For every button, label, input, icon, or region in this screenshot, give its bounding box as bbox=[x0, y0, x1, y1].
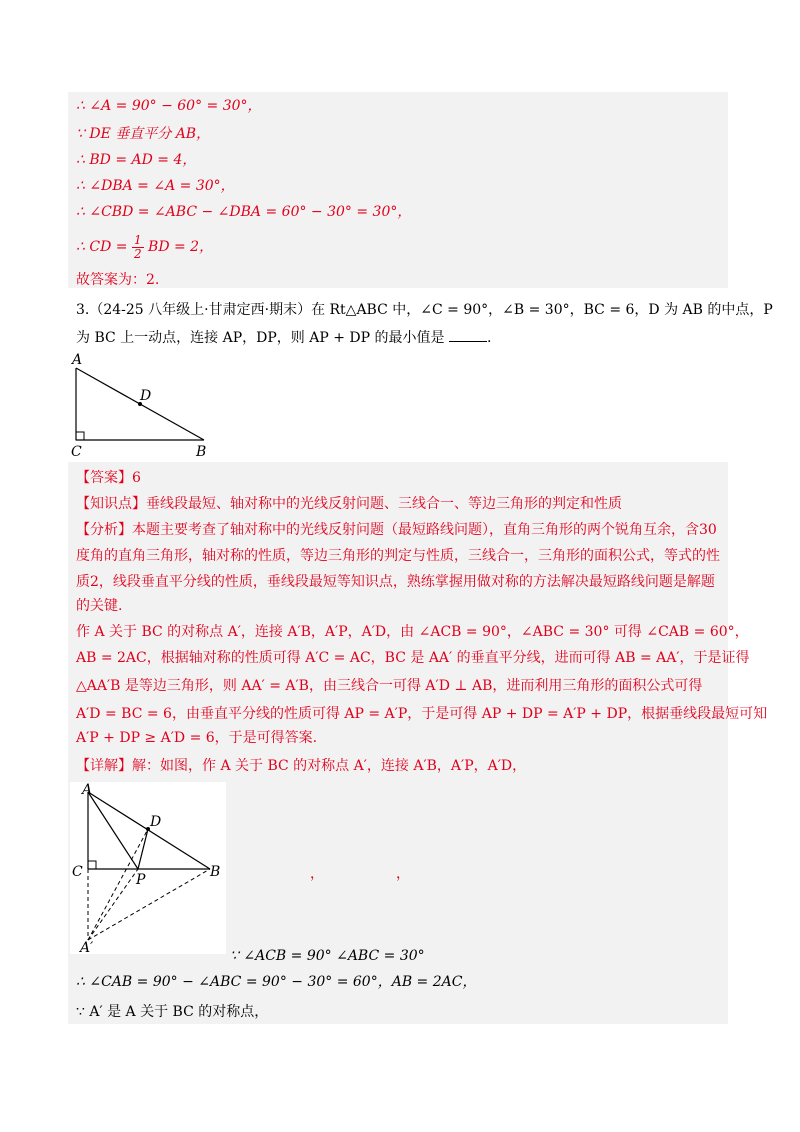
analysis-line-1: 【分析】本题主要考查了轴对称中的光线反射问题（最短路线问题），直角三角形的两个锐角互余，含30 bbox=[76, 522, 717, 538]
analysis-line-2: 度角的直角三角形，轴对称的性质，等边三角形的判定与性质，三线合一，三角形的面积公式，等式的性 bbox=[76, 548, 720, 564]
step6-prefix: ∴ CD = bbox=[76, 239, 132, 255]
analysis-line-5: 作 A 关于 BC 的对称点 A′，连接 A′B，A′P，A′D，由 ∠ACB = 90°，∠ABC = 30° 可得 ∠CAB = 60°， bbox=[76, 624, 749, 640]
because-line: ∵ ∠ACB = 90° ∠ABC = 30° bbox=[230, 948, 425, 964]
detail-line: 【详解】解：如图，作 A 关于 BC 的对称点 A′，连接 A′B，A′P，A′D， bbox=[76, 758, 527, 774]
problem-3-line-2-text: 为 BC 上一动点，连接 AP，DP，则 AP + DP 的最小值是 bbox=[76, 330, 445, 346]
label-B2: B bbox=[210, 864, 221, 880]
label-A: A bbox=[72, 352, 83, 368]
label-D2: D bbox=[150, 814, 162, 830]
analysis-line-9: A′P + DP ≥ A′D = 6，于是可得答案. bbox=[76, 730, 318, 746]
analysis-line-4: 的关键. bbox=[76, 598, 123, 614]
label-A-prime: A′ bbox=[80, 940, 94, 954]
problem-3-line-2 bbox=[76, 328, 491, 348]
step-line-3: ∴ BD = AD = 4， bbox=[76, 152, 197, 168]
fraction-denominator: 2 bbox=[133, 246, 142, 261]
analysis-line-3: 质2，线段垂直平分线的性质，垂线段最短等知识点，熟练掌握用做对称的方法解决最短路线问题是解题 bbox=[76, 574, 715, 590]
analysis-line-8: A′D = BC = 6，由垂直平分线的性质可得 AP = A′P，于是可得 AP + DP = A′P + DP，根据垂线段最短可知 bbox=[76, 706, 768, 722]
triangle-figure-1 bbox=[68, 352, 228, 460]
problem-3-period: . bbox=[486, 330, 492, 346]
therefore-line: ∴ ∠CAB = 90° − ∠ABC = 90° − 30° = 60°，AB = 2AC， bbox=[76, 974, 477, 990]
step-line-1: ∴ ∠A = 90° − 60° = 30°， bbox=[76, 98, 262, 114]
step-line-5: ∴ ∠CBD = ∠ABC − ∠DBA = 60° − 30° = 30°， bbox=[76, 204, 412, 220]
step-line-4: ∴ ∠DBA = ∠A = 30°， bbox=[76, 178, 235, 194]
analysis-line-6: AB = 2AC，根据轴对称的性质可得 A′C = AC，BC 是 AA′ 的垂直平分线，进而可得 AB = AA′，于是证得 bbox=[76, 650, 750, 666]
knowledge-line: 【知识点】垂线段最短、轴对称中的光线反射问题、三线合一、等边三角形的判定和性质 bbox=[76, 496, 622, 512]
answer-line-top: 故答案为：2. bbox=[76, 272, 160, 288]
label-D: D bbox=[140, 388, 152, 404]
step-line-6 bbox=[76, 232, 213, 262]
step6-fraction bbox=[132, 234, 144, 261]
analysis-line-7: △AA′B 是等边三角形，则 AA′ = A′B，由三线合一可得 A′D ⊥ AB，进而利用三角形的面积公式可得 bbox=[76, 678, 703, 694]
fraction-numerator: 1 bbox=[133, 232, 142, 247]
answer-blank bbox=[449, 329, 487, 342]
problem-3-line-1: 3.（24-25 八年级上·甘肃定西·期末）在 Rt△ABC 中，∠C = 90°，∠B = 30°，BC = 6，D 为 AB 的中点，P bbox=[76, 302, 773, 318]
step6-suffix: BD = 2， bbox=[148, 239, 214, 255]
stray-comma-2: ， bbox=[396, 866, 410, 882]
step-line-2: ∵ DE 垂直平分 AB， bbox=[76, 126, 211, 142]
label-A2: A bbox=[82, 782, 93, 798]
label-P2: P bbox=[136, 872, 146, 888]
stray-comma-1: ， bbox=[310, 866, 324, 882]
label-C2: C bbox=[72, 864, 83, 880]
triangle-figure-2 bbox=[70, 782, 226, 954]
label-C: C bbox=[71, 444, 82, 460]
symmetric-line: ∵ A′ 是 A 关于 BC 的对称点， bbox=[76, 1004, 269, 1020]
label-B: B bbox=[196, 444, 207, 460]
answer-line: 【答案】6 bbox=[76, 470, 141, 486]
